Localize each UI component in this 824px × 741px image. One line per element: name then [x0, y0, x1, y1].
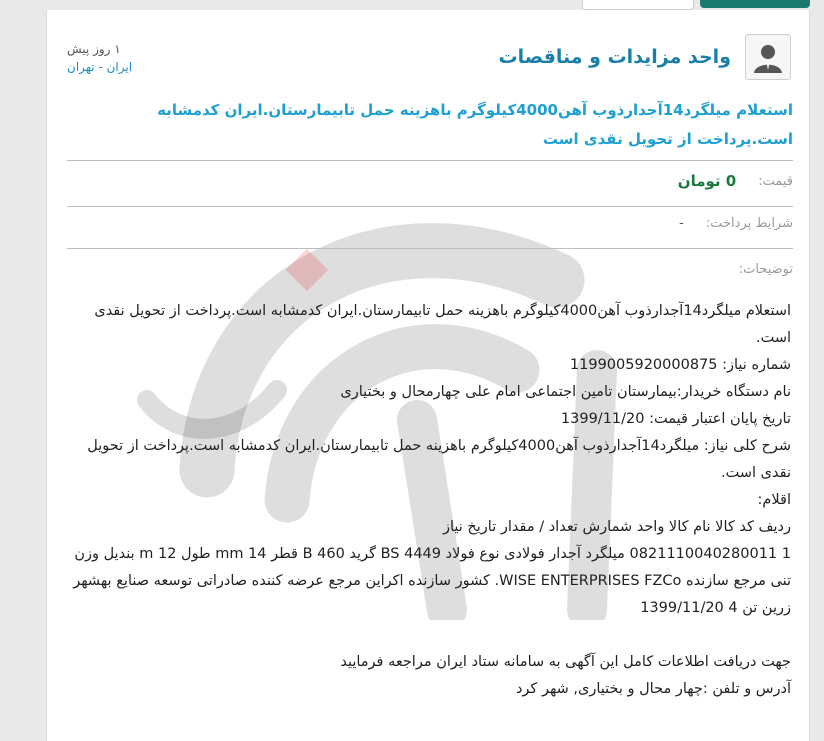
divider [67, 160, 793, 161]
top-tab-primary[interactable] [700, 0, 810, 8]
header [499, 34, 792, 80]
payment-value: - [679, 216, 684, 231]
listing-title: استعلام میلگرد14آجدارذوب آهن4000کیلوگرم باهزینه حمل تابیمارستان.ایران کدمشابه است.پرداخت از تحویل نقدی است [157, 101, 793, 148]
description-line: ردیف کد کالا نام کالا واحد شمارش تعداد / مقدار تاریخ نیاز [442, 519, 791, 535]
price-label: قیمت: [758, 173, 793, 189]
time-ago: ۱ روز پیش [67, 42, 121, 56]
description-label-row [717, 262, 793, 277]
description-line: شرح کلی نیاز: میلگرد14آجدارذوب آهن4000کیلوگرم باهزینه حمل تابیمارستان.ایران کدمشابه است.پرداخت از تحویل نقدی است. [87, 438, 791, 481]
description-line: اقلام: [757, 492, 791, 508]
spacer [61, 622, 791, 649]
top-tab-secondary[interactable] [582, 0, 694, 10]
price-value: 0 تومان [677, 172, 737, 190]
listing-card [46, 10, 810, 741]
description-body [61, 298, 791, 703]
price-row [678, 172, 793, 190]
org-name[interactable]: واحد مزایدات و مناقصات [498, 46, 731, 68]
description-line: شماره نیاز: 1199005920000875 [569, 357, 791, 373]
payment-label: شرایط پرداخت: [705, 216, 793, 231]
description-label: توضیحات: [738, 262, 793, 277]
user-avatar-icon[interactable] [745, 34, 791, 80]
footer-line: جهت دریافت اطلاعات کامل این آگهی به سامانه ستاد ایران مراجعه فرمایید [340, 654, 791, 670]
location-link[interactable]: ایران - تهران [67, 60, 133, 74]
description-line: 1 0821110040280011 میلگرد آجدار فولادی نوع فولاد BS 4449 گرید B 460 قطر mm 14 طول m 12 بندیل وزن تنی مرجع سازنده WISE ENTERPRISES FZCo. کشور سازنده اکراین مرجع عرضه کننده صادراتی توسعه صنایع بهشهر زرین تن 4 1399/11/20 [73, 546, 791, 616]
listing-meta [67, 42, 132, 74]
description-line: استعلام میلگرد14آجدارذوب آهن4000کیلوگرم باهزینه حمل تابیمارستان.ایران کدمشابه است.پرداخت از تحویل نقدی است. [94, 303, 791, 346]
divider [67, 248, 793, 249]
description-line: تاریخ پایان اعتبار قیمت: 1399/11/20 [560, 411, 791, 427]
payment-row [679, 216, 793, 231]
footer-line: آدرس و تلفن :چهار محال و بختیاری, شهر کرد [515, 681, 791, 697]
divider [67, 206, 793, 207]
description-line: نام دستگاه خریدار:بیمارستان تامین اجتماعی امام علی چهارمحال و بختیاری [340, 384, 791, 400]
